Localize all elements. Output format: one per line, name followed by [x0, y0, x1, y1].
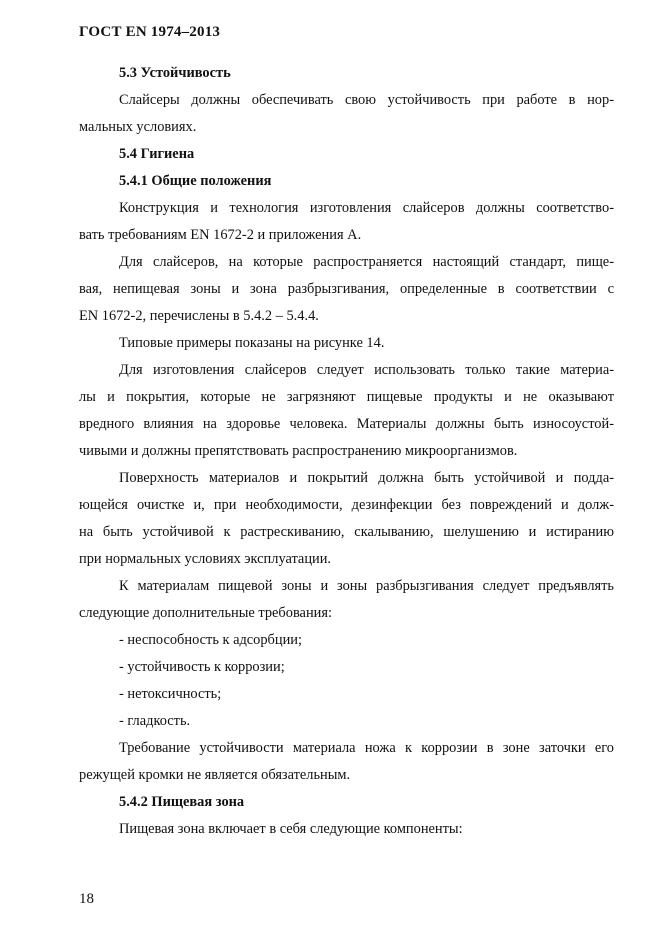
paragraph-line: на быть устойчивой к растрескиванию, скалыванию, шелушению и истиранию [79, 524, 614, 540]
list-item: - устойчивость к коррозии; [119, 659, 285, 675]
paragraph-line: ющейся очистке и, при необходимости, дезинфекции без повреждений и долж- [79, 497, 614, 513]
list-item: - нетоксичность; [119, 686, 222, 702]
paragraph-line: Пищевая зона включает в себя следующие компоненты: [119, 821, 463, 837]
paragraph-line: Слайсеры должны обеспечивать свою устойчивость при работе в нор- [119, 92, 614, 108]
section-heading-5-3: 5.3 Устойчивость [119, 65, 231, 81]
paragraph-line: К материалам пищевой зоны и зоны разбрызгивания следует предъявлять [119, 578, 614, 594]
list-item: - гладкость. [119, 713, 191, 729]
section-heading-5-4: 5.4 Гигиена [119, 146, 195, 162]
paragraph-line: Требование устойчивости материала ножа к коррозии в зоне заточки его [119, 740, 614, 756]
list-item: - неспособность к адсорбции; [119, 632, 302, 648]
paragraph-line: Типовые примеры показаны на рисунке 14. [119, 335, 385, 351]
page-number: 18 [79, 891, 94, 907]
paragraph-line: следующие дополнительные требования: [79, 605, 332, 621]
paragraph-line: лы и покрытия, которые не загрязняют пищевые продукты и не оказывают [79, 389, 614, 405]
paragraph-line: вая, непищевая зоны и зона разбрызгивания, определенные в соответствии с [79, 281, 614, 297]
document-header: ГОСТ EN 1974–2013 [79, 24, 221, 40]
paragraph-line: мальных условиях. [79, 119, 197, 135]
section-heading-5-4-2: 5.4.2 Пищевая зона [119, 794, 245, 810]
paragraph-line: режущей кромки не является обязательным. [79, 767, 351, 783]
paragraph-line: Для изготовления слайсеров следует использовать только такие материа- [119, 362, 614, 378]
paragraph-line: вать требованиям EN 1672-2 и приложения А. [79, 227, 362, 243]
paragraph-line: чивыми и должны препятствовать распространению микроорганизмов. [79, 443, 518, 459]
paragraph-line: Конструкция и технология изготовления слайсеров должны соответство- [119, 200, 614, 216]
paragraph-line: EN 1672-2, перечислены в 5.4.2 – 5.4.4. [79, 308, 319, 324]
paragraph-line: Поверхность материалов и покрытий должна быть устойчивой и подда- [119, 470, 614, 486]
paragraph-line: Для слайсеров, на которые распространяется настоящий стандарт, пище- [119, 254, 614, 270]
paragraph-line: вредного влияния на здоровье человека. Материалы должны быть износоустой- [79, 416, 614, 432]
paragraph-line: при нормальных условиях эксплуатации. [79, 551, 332, 567]
section-heading-5-4-1: 5.4.1 Общие положения [119, 173, 272, 189]
